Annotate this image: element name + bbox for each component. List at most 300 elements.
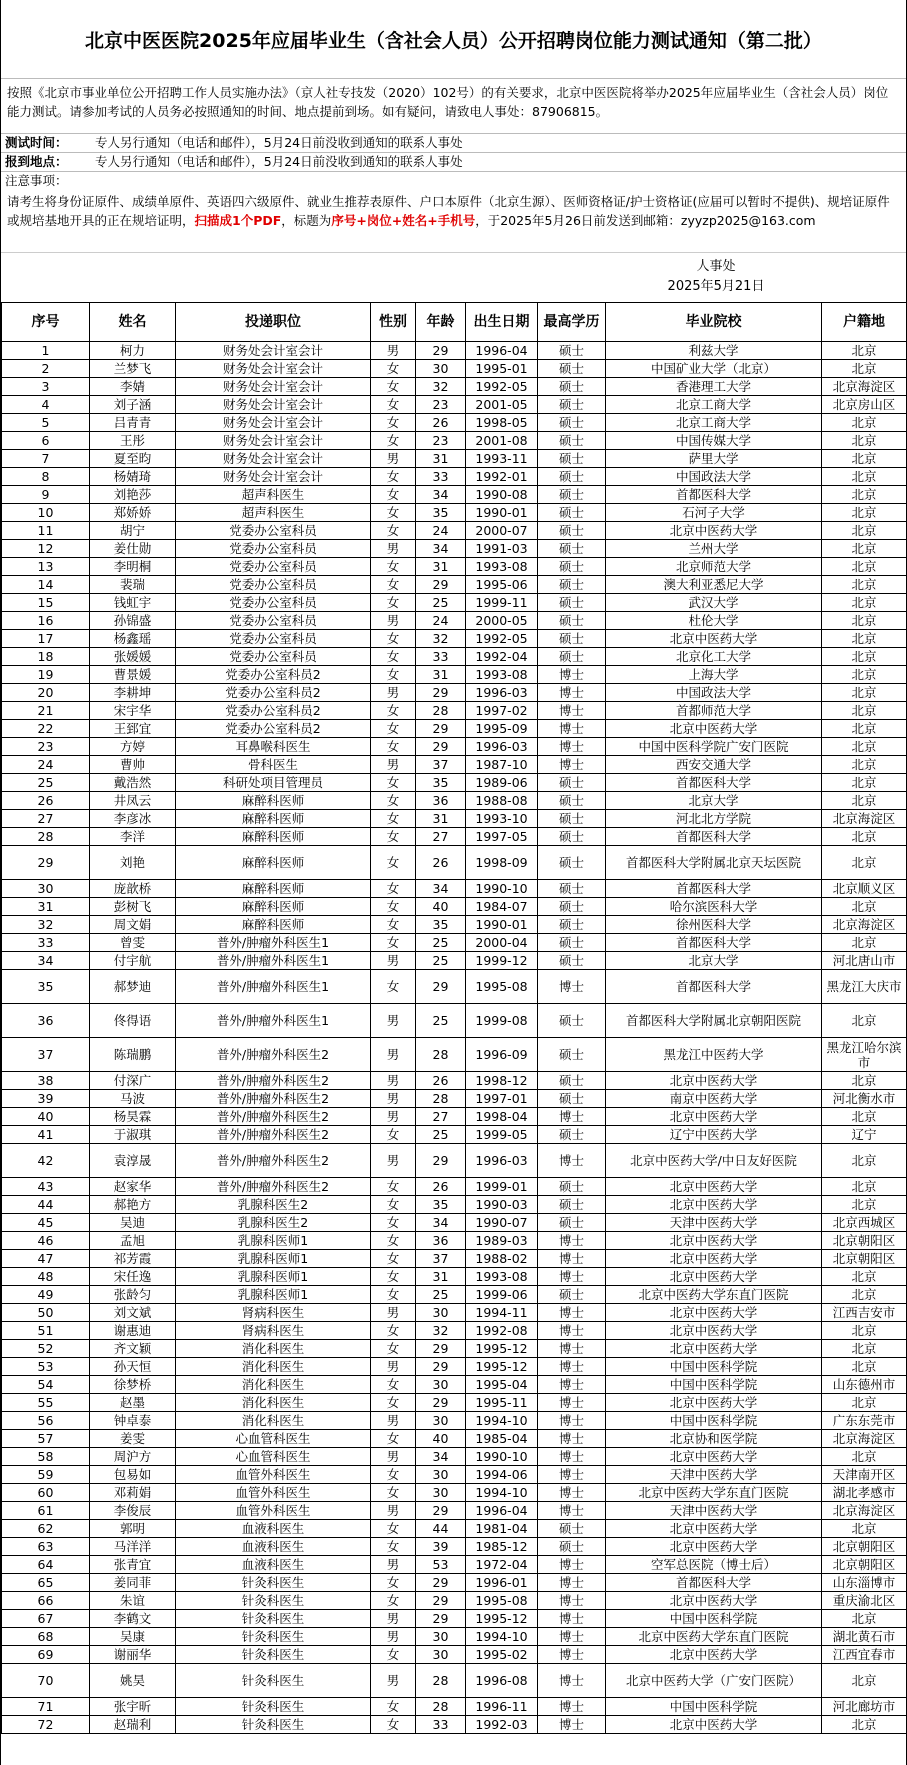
cell-col-gender: 女: [371, 1250, 416, 1268]
cell-col-gender: 女: [371, 360, 416, 378]
cell-col-age: 39: [416, 1538, 466, 1556]
cell-col-degree: 博士: [538, 1340, 606, 1358]
cell-col-hukou: 北京: [822, 486, 907, 504]
cell-col-school: 武汉大学: [606, 594, 822, 612]
cell-col-school: 首都医科大学: [606, 880, 822, 898]
cell-col-degree: 博士: [538, 1268, 606, 1286]
cell-col-index: 55: [2, 1394, 90, 1412]
cell-col-hukou: 北京: [822, 684, 907, 702]
cell-col-name: 郑娇娇: [90, 504, 176, 522]
cell-col-school: 中国政法大学: [606, 468, 822, 486]
cell-col-gender: 男: [371, 1448, 416, 1466]
cell-col-gender: 女: [371, 880, 416, 898]
cell-col-degree: 硕士: [538, 1072, 606, 1090]
cell-col-age: 23: [416, 396, 466, 414]
cell-col-index: 63: [2, 1538, 90, 1556]
table-row: [2, 504, 907, 522]
cell-col-hukou: 北京: [822, 1358, 907, 1376]
cell-col-name: 宋宇华: [90, 702, 176, 720]
table-row: [2, 540, 907, 558]
cell-col-hukou: 北京: [822, 558, 907, 576]
cell-col-gender: 女: [371, 792, 416, 810]
cell-col-index: 30: [2, 880, 90, 898]
cell-col-hukou: 北京朝阳区: [822, 1232, 907, 1250]
test-time-row: [1, 134, 906, 153]
cell-col-age: 35: [416, 504, 466, 522]
cell-col-birth: 2001-08: [466, 432, 538, 450]
cell-col-index: 62: [2, 1520, 90, 1538]
notes-label: 注意事项：: [5, 173, 68, 188]
notice-highlight-pdf: 扫描成1个PDF: [194, 212, 282, 228]
cell-col-age: 31: [416, 810, 466, 828]
cell-col-birth: 1994-11: [466, 1304, 538, 1322]
cell-col-gender: 女: [371, 898, 416, 916]
cell-col-age: 28: [416, 1698, 466, 1716]
cell-col-position: 消化科医生: [176, 1376, 371, 1394]
cell-col-school: 北京中医药大学东直门医院: [606, 1628, 822, 1646]
cell-col-birth: 1995-08: [466, 970, 538, 1004]
cell-col-hukou: 天津南开区: [822, 1466, 907, 1484]
cell-col-name: 于淑琪: [90, 1126, 176, 1144]
cell-col-name: 孙锦盛: [90, 612, 176, 630]
cell-col-name: 马波: [90, 1090, 176, 1108]
cell-col-degree: 博士: [538, 1430, 606, 1448]
cell-col-school: 上海大学: [606, 666, 822, 684]
cell-col-name: 杨昊霖: [90, 1108, 176, 1126]
cell-col-birth: 1991-03: [466, 540, 538, 558]
cell-col-school: 北京中医药大学: [606, 1716, 822, 1734]
cell-col-school: 中国中医科学院: [606, 1610, 822, 1628]
cell-col-position: 党委办公室科员: [176, 522, 371, 540]
cell-col-gender: 男: [371, 1610, 416, 1628]
cell-col-age: 30: [416, 1376, 466, 1394]
cell-col-index: 40: [2, 1108, 90, 1126]
cell-col-index: 34: [2, 952, 90, 970]
cell-col-age: 32: [416, 378, 466, 396]
cell-col-name: 李明桐: [90, 558, 176, 576]
cell-col-hukou: 北京: [822, 1196, 907, 1214]
cell-col-school: 首都医科大学: [606, 1574, 822, 1592]
cell-col-position: 超声科医生: [176, 486, 371, 504]
cell-col-index: 10: [2, 504, 90, 522]
cell-col-hukou: 北京: [822, 934, 907, 952]
cell-col-degree: 博士: [538, 1412, 606, 1430]
cell-col-age: 29: [416, 576, 466, 594]
cell-col-age: 29: [416, 1592, 466, 1610]
cell-col-degree: 博士: [538, 1502, 606, 1520]
cell-col-hukou: 北京: [822, 1664, 907, 1698]
cell-col-name: 齐文颖: [90, 1340, 176, 1358]
cell-col-index: 17: [2, 630, 90, 648]
cell-col-degree: 博士: [538, 702, 606, 720]
cell-col-index: 18: [2, 648, 90, 666]
cell-col-gender: 女: [371, 1214, 416, 1232]
cell-col-position: 血管外科医生: [176, 1466, 371, 1484]
cell-col-position: 血管外科医生: [176, 1502, 371, 1520]
table-row: [2, 450, 907, 468]
table-row: [2, 1664, 907, 1698]
cell-col-index: 6: [2, 432, 90, 450]
cell-col-index: 66: [2, 1592, 90, 1610]
cell-col-birth: 1992-01: [466, 468, 538, 486]
cell-col-name: 祁芳霞: [90, 1250, 176, 1268]
cell-col-age: 28: [416, 1038, 466, 1072]
cell-col-age: 30: [416, 1646, 466, 1664]
cell-col-index: 38: [2, 1072, 90, 1090]
cell-col-gender: 女: [371, 702, 416, 720]
cell-col-hukou: 湖北黄石市: [822, 1628, 907, 1646]
cell-col-gender: 男: [371, 450, 416, 468]
cell-col-gender: 女: [371, 846, 416, 880]
cell-col-name: 吕青青: [90, 414, 176, 432]
cell-col-position: 党委办公室科员2: [176, 702, 371, 720]
cell-col-name: 王彤: [90, 432, 176, 450]
cell-col-age: 31: [416, 1268, 466, 1286]
cell-col-degree: 硕士: [538, 880, 606, 898]
cell-col-index: 53: [2, 1358, 90, 1376]
cell-col-age: 23: [416, 432, 466, 450]
cell-col-name: 徐梦桥: [90, 1376, 176, 1394]
table-row: [2, 1394, 907, 1412]
cell-col-index: 48: [2, 1268, 90, 1286]
header-col-school: 毕业院校: [606, 303, 822, 342]
cell-col-school: 北京中医药大学东直门医院: [606, 1484, 822, 1502]
cell-col-name: 付宇航: [90, 952, 176, 970]
cell-col-gender: 男: [371, 756, 416, 774]
cell-col-age: 32: [416, 1322, 466, 1340]
cell-col-school: 澳大利亚悉尼大学: [606, 576, 822, 594]
cell-col-hukou: 北京: [822, 720, 907, 738]
cell-col-birth: 2001-05: [466, 396, 538, 414]
cell-col-gender: 女: [371, 648, 416, 666]
cell-col-gender: 男: [371, 1412, 416, 1430]
cell-col-index: 58: [2, 1448, 90, 1466]
cell-col-age: 29: [416, 738, 466, 756]
cell-col-school: 利兹大学: [606, 342, 822, 360]
cell-col-degree: 硕士: [538, 540, 606, 558]
notice-paragraph: [1, 190, 906, 252]
cell-col-gender: 男: [371, 1090, 416, 1108]
cell-col-hukou: 北京: [822, 1716, 907, 1734]
cell-col-degree: 硕士: [538, 504, 606, 522]
cell-col-position: 血液科医生: [176, 1556, 371, 1574]
cell-col-school: 中国矿业大学（北京）: [606, 360, 822, 378]
cell-col-gender: 女: [371, 468, 416, 486]
cell-col-gender: 女: [371, 558, 416, 576]
cell-col-school: 首都医科大学: [606, 934, 822, 952]
cell-col-index: 51: [2, 1322, 90, 1340]
cell-col-gender: 女: [371, 720, 416, 738]
cell-col-hukou: 北京: [822, 576, 907, 594]
table-row: [2, 1484, 907, 1502]
cell-col-position: 肾病科医生: [176, 1304, 371, 1322]
cell-col-school: 天津中医药大学: [606, 1214, 822, 1232]
cell-col-age: 27: [416, 828, 466, 846]
cell-col-school: 河北北方学院: [606, 810, 822, 828]
cell-col-school: 北京中医药大学: [606, 1232, 822, 1250]
cell-col-degree: 硕士: [538, 828, 606, 846]
cell-col-degree: 硕士: [538, 594, 606, 612]
cell-col-index: 4: [2, 396, 90, 414]
cell-col-school: 黑龙江中医药大学: [606, 1038, 822, 1072]
cell-col-gender: 女: [371, 1592, 416, 1610]
cell-col-age: 25: [416, 1286, 466, 1304]
notice-text-1: 请考生将身份证原件、成绩单原件、英语四六级原件、就业生推荐表原件、户口本原件（北京生源）、医师资格证/护士资格证(应届可以暂时不提供)、规培证原件或规培基地开具的正在规培证明，: [7, 194, 890, 228]
cell-col-school: 北京师范大学: [606, 558, 822, 576]
cell-col-degree: 硕士: [538, 1090, 606, 1108]
cell-col-age: 35: [416, 916, 466, 934]
cell-col-name: 吴康: [90, 1628, 176, 1646]
cell-col-degree: 博士: [538, 1592, 606, 1610]
table-row: [2, 1448, 907, 1466]
cell-col-degree: 博士: [538, 970, 606, 1004]
cell-col-hukou: 北京: [822, 648, 907, 666]
cell-col-index: 22: [2, 720, 90, 738]
cell-col-birth: 1988-08: [466, 792, 538, 810]
cell-col-position: 普外/肿瘤外科医生1: [176, 970, 371, 1004]
table-row: [2, 916, 907, 934]
cell-col-index: 9: [2, 486, 90, 504]
cell-col-index: 28: [2, 828, 90, 846]
page-title: 北京中医医院2025年应届毕业生（含社会人员）公开招聘岗位能力测试通知（第二批）: [1, 0, 906, 79]
cell-col-gender: 男: [371, 684, 416, 702]
cell-col-hukou: 北京: [822, 1108, 907, 1126]
cell-col-position: 财务处会计室会计: [176, 396, 371, 414]
cell-col-position: 党委办公室科员2: [176, 720, 371, 738]
cell-col-degree: 博士: [538, 1628, 606, 1646]
cell-col-birth: 1996-01: [466, 1574, 538, 1592]
cell-col-name: 彭树飞: [90, 898, 176, 916]
cell-col-gender: 女: [371, 594, 416, 612]
cell-col-school: 北京中医药大学: [606, 522, 822, 540]
cell-col-age: 25: [416, 952, 466, 970]
cell-col-degree: 博士: [538, 1716, 606, 1734]
cell-col-degree: 硕士: [538, 810, 606, 828]
cell-col-hukou: 北京海淀区: [822, 1502, 907, 1520]
cell-col-school: 北京中医药大学: [606, 1268, 822, 1286]
cell-col-age: 30: [416, 1628, 466, 1646]
cell-col-hukou: 北京朝阳区: [822, 1250, 907, 1268]
cell-col-degree: 博士: [538, 1610, 606, 1628]
cell-col-index: 57: [2, 1430, 90, 1448]
cell-col-birth: 1990-10: [466, 880, 538, 898]
cell-col-age: 28: [416, 702, 466, 720]
cell-col-age: 36: [416, 792, 466, 810]
cell-col-hukou: 北京海淀区: [822, 916, 907, 934]
cell-col-position: 消化科医生: [176, 1394, 371, 1412]
cell-col-degree: 硕士: [538, 468, 606, 486]
cell-col-position: 针灸科医生: [176, 1610, 371, 1628]
cell-col-gender: 女: [371, 738, 416, 756]
cell-col-hukou: 黑龙江哈尔滨市: [822, 1038, 907, 1072]
cell-col-position: 财务处会计室会计: [176, 378, 371, 396]
cell-col-index: 47: [2, 1250, 90, 1268]
cell-col-age: 28: [416, 1664, 466, 1698]
cell-col-school: 西安交通大学: [606, 756, 822, 774]
cell-col-hukou: 江西吉安市: [822, 1304, 907, 1322]
cell-col-gender: 男: [371, 1556, 416, 1574]
cell-col-name: 赵家华: [90, 1178, 176, 1196]
cell-col-index: 1: [2, 342, 90, 360]
cell-col-hukou: 北京: [822, 846, 907, 880]
cell-col-index: 43: [2, 1178, 90, 1196]
cell-col-birth: 1994-10: [466, 1628, 538, 1646]
cell-col-degree: 硕士: [538, 450, 606, 468]
cell-col-degree: 硕士: [538, 1538, 606, 1556]
cell-col-position: 骨科医生: [176, 756, 371, 774]
cell-col-position: 血液科医生: [176, 1538, 371, 1556]
cell-col-age: 29: [416, 720, 466, 738]
cell-col-age: 37: [416, 1250, 466, 1268]
table-row: [2, 1430, 907, 1448]
cell-col-hukou: 北京: [822, 898, 907, 916]
cell-col-position: 党委办公室科员: [176, 594, 371, 612]
cell-col-position: 肾病科医生: [176, 1322, 371, 1340]
cell-col-age: 30: [416, 1466, 466, 1484]
cell-col-birth: 1999-12: [466, 952, 538, 970]
cell-col-gender: 女: [371, 1340, 416, 1358]
table-row: [2, 558, 907, 576]
cell-col-age: 29: [416, 1144, 466, 1178]
table-row: [2, 792, 907, 810]
cell-col-birth: 1993-11: [466, 450, 538, 468]
cell-col-hukou: 山东淄博市: [822, 1574, 907, 1592]
cell-col-school: 北京中医药大学: [606, 1196, 822, 1214]
table-row: [2, 1466, 907, 1484]
cell-col-birth: 1989-06: [466, 774, 538, 792]
cell-col-school: 石河子大学: [606, 504, 822, 522]
cell-col-degree: 硕士: [538, 396, 606, 414]
cell-col-hukou: 北京: [822, 1322, 907, 1340]
cell-col-index: 64: [2, 1556, 90, 1574]
table-row: [2, 1610, 907, 1628]
cell-col-hukou: 北京: [822, 540, 907, 558]
cell-col-index: 69: [2, 1646, 90, 1664]
header-col-index: 序号: [2, 303, 90, 342]
cell-col-school: 徐州医科大学: [606, 916, 822, 934]
cell-col-name: 曹帅: [90, 756, 176, 774]
cell-col-name: 方婷: [90, 738, 176, 756]
cell-col-school: 中国中医科学院: [606, 1698, 822, 1716]
cell-col-position: 血液科医生: [176, 1520, 371, 1538]
cell-col-birth: 1997-02: [466, 702, 538, 720]
cell-col-age: 35: [416, 1196, 466, 1214]
intro-paragraph: 按照《北京市事业单位公开招聘工作人员实施办法》（京人社专技发（2020）102号）的有关要求，北京中医医院将举办2025年应届毕业生（含社会人员）岗位能力测试。请参加考试的人员务必按照通知的时间、地点提前到场。如有疑问，请致电人事处：87906815。: [1, 79, 906, 134]
table-row: [2, 828, 907, 846]
cell-col-name: 裴瑞: [90, 576, 176, 594]
cell-col-hukou: 北京朝阳区: [822, 1538, 907, 1556]
cell-col-gender: 女: [371, 1178, 416, 1196]
cell-col-birth: 1996-04: [466, 342, 538, 360]
cell-col-gender: 男: [371, 1304, 416, 1322]
cell-col-birth: 1999-08: [466, 1004, 538, 1038]
cell-col-gender: 女: [371, 1716, 416, 1734]
cell-col-gender: 女: [371, 1268, 416, 1286]
cell-col-index: 29: [2, 846, 90, 880]
cell-col-name: 付深广: [90, 1072, 176, 1090]
cell-col-birth: 1994-10: [466, 1412, 538, 1430]
cell-col-name: 佟得语: [90, 1004, 176, 1038]
cell-col-gender: 女: [371, 1394, 416, 1412]
cell-col-gender: 男: [371, 540, 416, 558]
cell-col-position: 乳腺科医生2: [176, 1214, 371, 1232]
cell-col-age: 24: [416, 612, 466, 630]
cell-col-gender: 女: [371, 1232, 416, 1250]
cell-col-name: 姜仕勋: [90, 540, 176, 558]
cell-col-birth: 1990-10: [466, 1448, 538, 1466]
cell-col-name: 袁淳晟: [90, 1144, 176, 1178]
cell-col-hukou: 北京: [822, 828, 907, 846]
cell-col-birth: 1999-11: [466, 594, 538, 612]
cell-col-school: 北京中医药大学: [606, 1322, 822, 1340]
header-col-birth: 出生日期: [466, 303, 538, 342]
cell-col-name: 李婧: [90, 378, 176, 396]
cell-col-birth: 1998-05: [466, 414, 538, 432]
cell-col-hukou: 北京: [822, 702, 907, 720]
cell-col-degree: 博士: [538, 1250, 606, 1268]
cell-col-birth: 1981-04: [466, 1520, 538, 1538]
cell-col-degree: 博士: [538, 756, 606, 774]
cell-col-gender: 女: [371, 1126, 416, 1144]
cell-col-age: 33: [416, 648, 466, 666]
cell-col-birth: 1990-01: [466, 916, 538, 934]
cell-col-position: 针灸科医生: [176, 1698, 371, 1716]
cell-col-hukou: 北京: [822, 1178, 907, 1196]
cell-col-school: 天津中医药大学: [606, 1466, 822, 1484]
cell-col-birth: 1990-08: [466, 486, 538, 504]
cell-col-position: 超声科医生: [176, 504, 371, 522]
cell-col-name: 郝艳方: [90, 1196, 176, 1214]
cell-col-gender: 女: [371, 810, 416, 828]
table-header-row: [2, 303, 907, 342]
cell-col-hukou: 北京: [822, 792, 907, 810]
signature-block: [616, 253, 816, 302]
cell-col-birth: 1997-05: [466, 828, 538, 846]
table-row: [2, 1250, 907, 1268]
cell-col-degree: 博士: [538, 1466, 606, 1484]
cell-col-degree: 博士: [538, 1664, 606, 1698]
cell-col-hukou: 北京: [822, 450, 907, 468]
cell-col-degree: 硕士: [538, 648, 606, 666]
cell-col-hukou: 北京朝阳区: [822, 1556, 907, 1574]
table-row: [2, 1358, 907, 1376]
cell-col-degree: 博士: [538, 1698, 606, 1716]
table-row: [2, 1502, 907, 1520]
cell-col-name: 邓莉娟: [90, 1484, 176, 1502]
cell-col-school: 哈尔滨医科大学: [606, 898, 822, 916]
cell-col-gender: 男: [371, 1664, 416, 1698]
cell-col-birth: 1996-04: [466, 1502, 538, 1520]
table-row: [2, 880, 907, 898]
cell-col-age: 25: [416, 1126, 466, 1144]
cell-col-age: 33: [416, 1716, 466, 1734]
table-row: [2, 396, 907, 414]
header-col-degree: 最高学历: [538, 303, 606, 342]
cell-col-name: 周沪方: [90, 1448, 176, 1466]
table-row: [2, 648, 907, 666]
cell-col-school: 空军总医院（博士后）: [606, 1556, 822, 1574]
cell-col-hukou: 北京: [822, 1004, 907, 1038]
cell-col-hukou: 重庆渝北区: [822, 1592, 907, 1610]
cell-col-birth: 1999-06: [466, 1286, 538, 1304]
table-row: [2, 1178, 907, 1196]
cell-col-index: 27: [2, 810, 90, 828]
cell-col-school: 北京协和医学院: [606, 1430, 822, 1448]
cell-col-name: 姜雯: [90, 1430, 176, 1448]
cell-col-degree: 硕士: [538, 1178, 606, 1196]
cell-col-name: 赵墨: [90, 1394, 176, 1412]
cell-col-school: 北京中医药大学东直门医院: [606, 1286, 822, 1304]
